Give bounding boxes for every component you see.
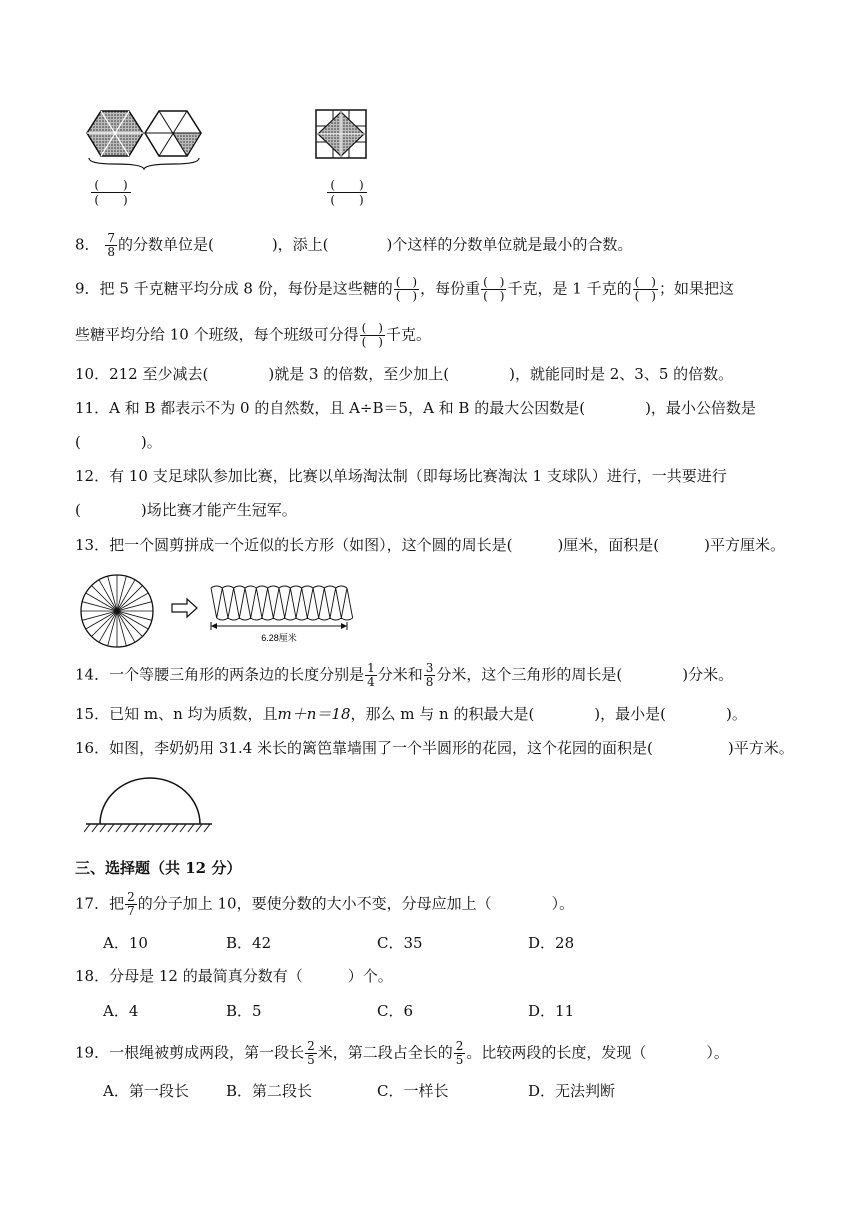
circle-to-rectangle-figure [75, 574, 365, 650]
semicircle-garden-figure [84, 774, 214, 836]
question-11-cont: ( )。 [75, 433, 162, 451]
option-a[interactable]: A．10 [103, 934, 148, 952]
option-b[interactable]: B．5 [226, 1002, 262, 1020]
question-16: 16．如图，李奶奶用 31.4 米长的篱笆靠墙围了一个半圆形的花园，这个花园的面积是( )平方米。 [75, 739, 794, 757]
option-b[interactable]: B．42 [226, 934, 272, 952]
question-17: 17．把 $\frac{2}{7}$ 的分子加上 10，要使分数的大小不变，分母应加上（ ）。 [75, 890, 575, 918]
square-figure [313, 107, 369, 161]
option-c[interactable]: C．一样长 [377, 1082, 449, 1100]
option-c[interactable]: C．6 [377, 1002, 414, 1020]
question-19: 19．一根绳被剪成两段，第一段长 $\frac{2}{5}$ 米，第二段占全长的 $\frac{2}{5}$ 。比较两段的长度，发现（ ）。 [75, 1039, 729, 1067]
option-d[interactable]: D．28 [528, 934, 575, 952]
figure2-fraction-blank: ( ) ( ) [327, 178, 367, 207]
question-12-cont: ( )场比赛才能产生冠军。 [75, 501, 297, 519]
question-12: 12．有 10 支足球队参加比赛，比赛以单场淘汰制（即每场比赛淘汰 1 支球队）进行，一共要进行 [75, 467, 727, 485]
question-15: 15．已知 m、n 均为质数，且m＋n＝18，那么 m 与 n 的积最大是( )，最小是( )。 [75, 705, 747, 723]
question-9-cont: 些糖平均分给 10 个班级，每个班级可分得 $\frac{( )}{( )}$ 千克。 [75, 321, 432, 349]
question-13: 13．把一个圆剪拼成一个近似的长方形（如图），这个圆的周长是( )厘米，面积是( )平方厘米。 [75, 536, 785, 554]
question-18: 18．分母是 12 的最简真分数有（ ）个。 [75, 967, 393, 985]
figure1-fraction-blank: ( ) ( ) [91, 178, 131, 207]
question-10: 10．212 至少减去( )就是 3 的倍数，至少加上( )，就能同时是 2、3、5 的倍数。 [75, 365, 734, 383]
question-14: 14．一个等腰三角形的两条边的长度分别是 $\frac{1}{4}$ 分米和 $\frac{3}{8}$ 分米，这个三角形的周长是( )分米。 [75, 661, 734, 689]
option-d[interactable]: D．11 [528, 1002, 575, 1020]
hexagon-figure [84, 108, 204, 170]
question-11: 11．A 和 B 都表示不为 0 的自然数，且 A÷B＝5，A 和 B 的最大公因数是( )，最小公倍数是 [75, 399, 756, 417]
length-label: 6.28厘米 [261, 633, 297, 643]
question-8: 8． $\frac{7}{8}$ 的分数单位是( )，添上( )个这样的分数单位就是最小的合数。 [75, 231, 633, 259]
option-d[interactable]: D．无法判断 [528, 1082, 616, 1100]
question-9: 9．把 5 千克糖平均分成 8 份，每份是这些糖的 $\frac{( )}{( )}$ ，每份重 $\frac{( )}{( )}$ 千克，是 1 千克的 $\frac{( )}{( )}$ ；如果把这 [75, 275, 734, 303]
option-a[interactable]: A．4 [103, 1002, 139, 1020]
option-a[interactable]: A．第一段长 [103, 1082, 189, 1100]
section-title: 三、选择题（共 12 分） [75, 859, 242, 877]
option-b[interactable]: B．第二段长 [226, 1082, 313, 1100]
option-c[interactable]: C．35 [377, 934, 423, 952]
fraction: $\frac{7}{8}$ [107, 231, 115, 259]
